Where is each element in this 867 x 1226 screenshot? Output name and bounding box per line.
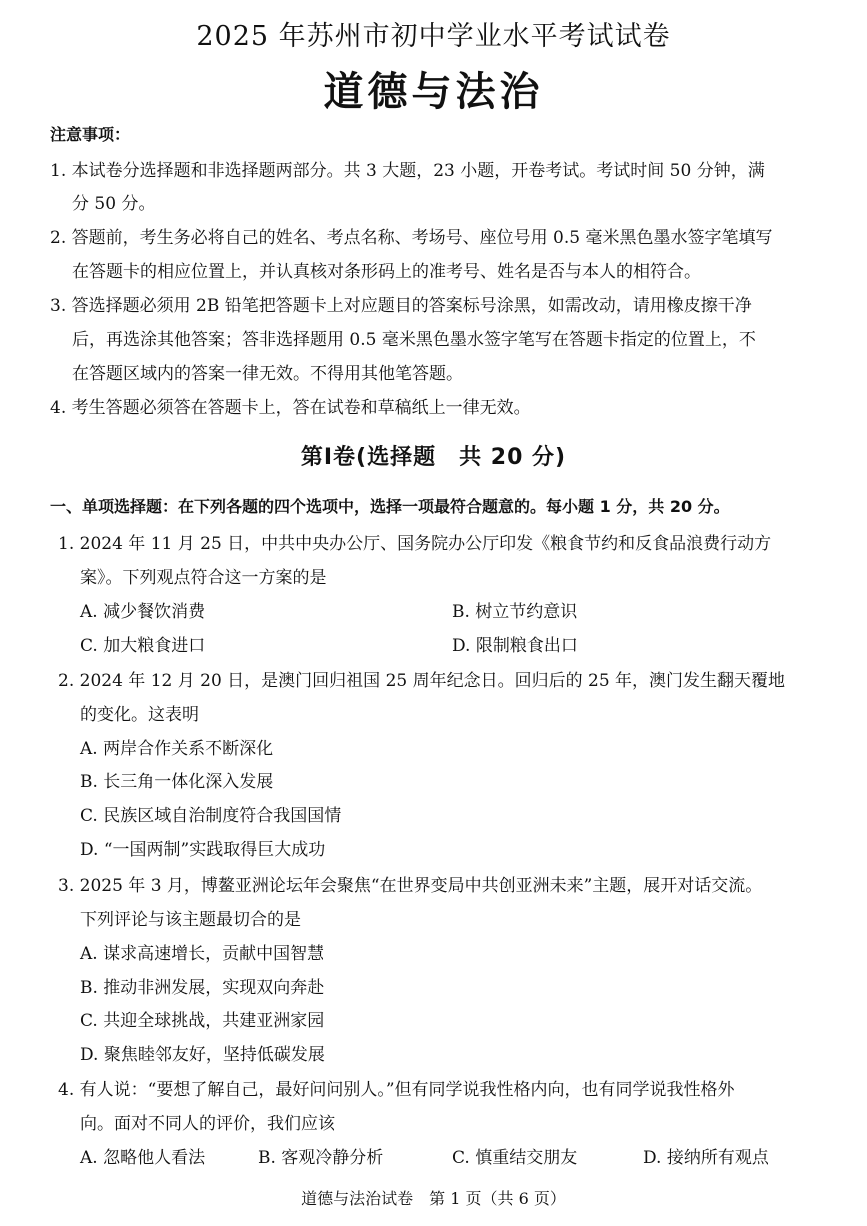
- notice-line: 分 50 分。: [72, 194, 156, 214]
- question-2-stem: 的变化。这表明: [80, 705, 199, 725]
- section-title: 第Ⅰ卷(选择题 共 20 分): [300, 445, 567, 470]
- question-3-stem: 下列评论与该主题最切合的是: [80, 910, 301, 930]
- question-4-stem: 向。面对不同人的评价，我们应该: [80, 1114, 335, 1134]
- question-1-stem: 1. 2024 年 11 月 25 日，中共中央办公厅、国务院办公厅印发《粮食节约和反食品浪费行动方: [58, 534, 772, 554]
- option-a: A. 谋求高速增长，贡献中国智慧: [80, 944, 325, 964]
- option-b: B. 长三角一体化深入发展: [80, 772, 274, 792]
- option-a: A. 两岸合作关系不断深化: [80, 739, 274, 759]
- option-a: A. 忽略他人看法: [80, 1148, 206, 1168]
- option-c: C. 民族区域自治制度符合我国国情: [80, 806, 342, 826]
- question-1-stem: 案》。下列观点符合这一方案的是: [80, 568, 327, 588]
- exam-title: 2025 年苏州市初中学业水平考试试卷: [196, 21, 671, 52]
- question-4-stem: 4. 有人说：“要想了解自己，最好问问别人。”但有同学说我性格内向，也有同学说我性格外: [58, 1080, 735, 1100]
- option-c: C. 慎重结交朋友: [452, 1148, 578, 1168]
- option-d: D. 接纳所有观点: [643, 1148, 769, 1168]
- notice-line: 3. 答选择题必须用 2B 铅笔把答题卡上对应题目的答案标号涂黑，如需改动，请用橡皮擦干净: [50, 296, 752, 316]
- question-2-stem: 2. 2024 年 12 月 20 日，是澳门回归祖国 25 周年纪念日。回归后的 25 年，澳门发生翻天覆地: [58, 671, 786, 691]
- notice-heading: 注意事项：: [50, 125, 131, 144]
- question-3-stem: 3. 2025 年 3 月，博鳌亚洲论坛年会聚焦“在世界变局中共创亚洲未来”主题，展开对话交流。: [58, 876, 763, 896]
- option-c: C. 共迎全球挑战，共建亚洲家园: [80, 1011, 325, 1031]
- option-b: B. 客观冷静分析: [258, 1148, 384, 1168]
- option-b: B. 树立节约意识: [452, 602, 578, 622]
- option-d: D. 限制粮食出口: [452, 636, 578, 656]
- option-d: D. 聚焦睦邻友好，坚持低碳发展: [80, 1045, 325, 1065]
- option-d: D. “一国两制”实践取得巨大成功: [80, 840, 326, 860]
- subject-title: 道德与法治: [323, 69, 544, 115]
- section-instruction: 一、单项选择题：在下列各题的四个选项中，选择一项最符合题意的。每小题 1 分，共 20 分。: [50, 497, 730, 516]
- notice-line: 在答题区域内的答案一律无效。不得用其他笔答题。: [72, 364, 463, 384]
- notice-line: 1. 本试卷分选择题和非选择题两部分。共 3 大题，23 小题，开卷考试。考试时间 50 分钟，满: [50, 161, 765, 181]
- notice-line: 4. 考生答题必须答在答题卡上，答在试卷和草稿纸上一律无效。: [50, 398, 531, 418]
- notice-line: 后，再选涂其他答案；答非选择题用 0.5 毫米黑色墨水签字笔写在答题卡指定的位置上，不: [72, 330, 756, 350]
- option-c: C. 加大粮食进口: [80, 636, 206, 656]
- option-a: A. 减少餐饮消费: [80, 602, 206, 622]
- notice-line: 2. 答题前，考生务必将自己的姓名、考点名称、考场号、座位号用 0.5 毫米黑色墨水签字笔填写: [50, 228, 773, 248]
- page-footer: 道德与法治试卷 第 1 页（共 6 页）: [301, 1189, 566, 1208]
- notice-line: 在答题卡的相应位置上，并认真核对条形码上的准考号、姓名是否与本人的相符合。: [72, 262, 701, 282]
- option-b: B. 推动非洲发展，实现双向奔赴: [80, 978, 325, 998]
